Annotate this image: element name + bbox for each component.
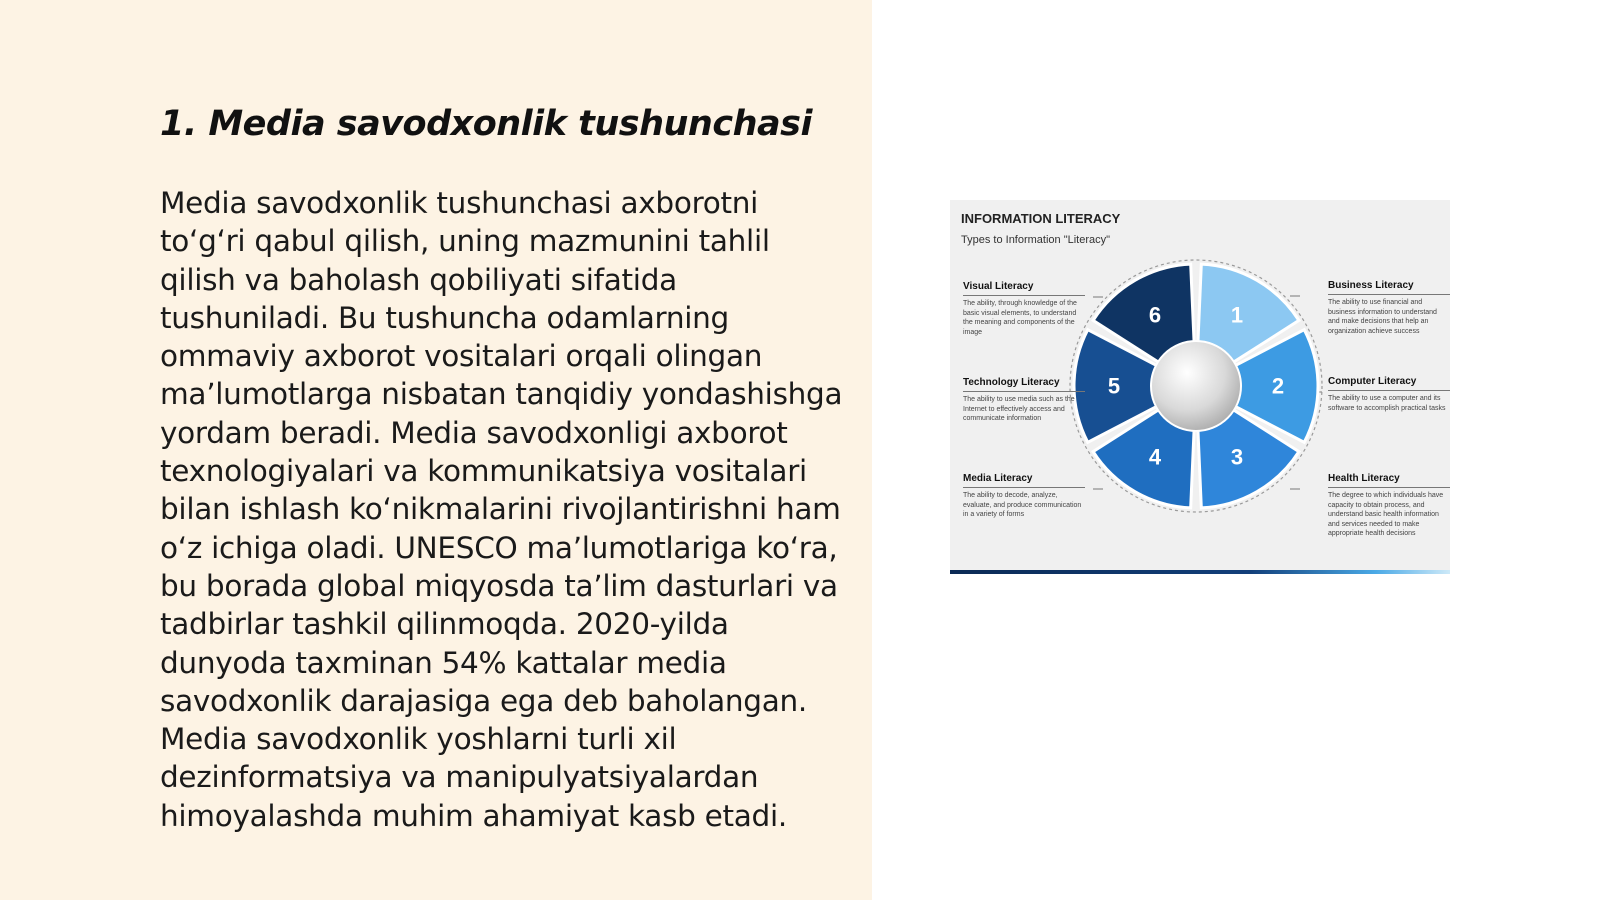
item-title: Technology Literacy <box>963 377 1085 392</box>
segment-number-3: 3 <box>1230 444 1244 470</box>
bottom-accent-bar <box>950 570 1450 574</box>
item-desc: The ability to decode, analyze, evaluate, and produce communication in a variety of forms <box>963 492 1082 518</box>
technology-literacy-item <box>963 377 1085 424</box>
item-desc: The degree to which individuals have capacity to obtain process, and understand basic health information and services needed to make appropriate health decisions <box>1328 492 1444 537</box>
visual-literacy-item <box>963 281 1085 337</box>
segment-number-2: 2 <box>1271 373 1285 399</box>
wheel-hub <box>1151 341 1241 431</box>
slide-title: 1. Media savodxonlik tushunchasi <box>160 104 812 144</box>
item-desc: The ability to use financial and business information to understand and make decisions that help an organization achieve success <box>1328 299 1437 335</box>
infographic-heading: INFORMATION LITERACY <box>961 211 1121 226</box>
item-desc: The ability, through knowledge of the basic visual elements, to understand the meaning and components of the image <box>963 300 1077 336</box>
segment-number-5: 5 <box>1107 373 1121 399</box>
computer-literacy-item <box>1328 376 1450 413</box>
business-literacy-item <box>1328 280 1450 336</box>
item-title: Computer Literacy <box>1328 376 1450 391</box>
media-literacy-item <box>963 473 1085 520</box>
item-title: Visual Literacy <box>963 281 1085 296</box>
item-title: Media Literacy <box>963 473 1085 488</box>
item-desc: The ability to use a computer and its software to accomplish practical tasks <box>1328 395 1446 412</box>
item-title: Business Literacy <box>1328 280 1450 295</box>
segment-number-6: 6 <box>1148 302 1162 328</box>
infographic-subheading: Types to Information "Literacy" <box>961 234 1111 246</box>
health-literacy-item <box>1328 473 1450 539</box>
item-title: Health Literacy <box>1328 473 1450 488</box>
segment-number-1: 1 <box>1230 302 1244 328</box>
information-literacy-infographic <box>950 200 1450 574</box>
slide-body-text: Media savodxonlik tushunchasi axborotni to‘g‘ri qabul qilish, uning mazmunini tahlil qilish va baholash qobiliyati sifatida tushuniladi. Bu tushuncha odamlarning ommaviy axborot vositalari orqali olingan ma’lumotlarga nisbatan tanqidiy yondashishga yordam beradi. Media savodxonligi axborot texnologiyalari va kommunikatsiya vositalari bilan ishlash ko‘nikmalarini rivojlantirishni ham o‘z ichiga oladi. UNESCO ma’lumotlariga ko‘ra, bu borada global miqyosda ta’lim dasturlari va tadbirlar tashkil qilinmoqda. 2020-yilda dunyoda taxminan 54% kattalar media savodxonlik darajasiga ega deb baholangan. Media savodxonlik yoshlarni turli xil dezinformatsiya va manipulyatsiyalardan himoyalashda muhim ahamiyat kasb etadi. <box>160 186 843 833</box>
segment-number-4: 4 <box>1148 444 1162 470</box>
item-desc: The ability to use media such as the Internet to effectively access and communicate information <box>963 396 1075 422</box>
